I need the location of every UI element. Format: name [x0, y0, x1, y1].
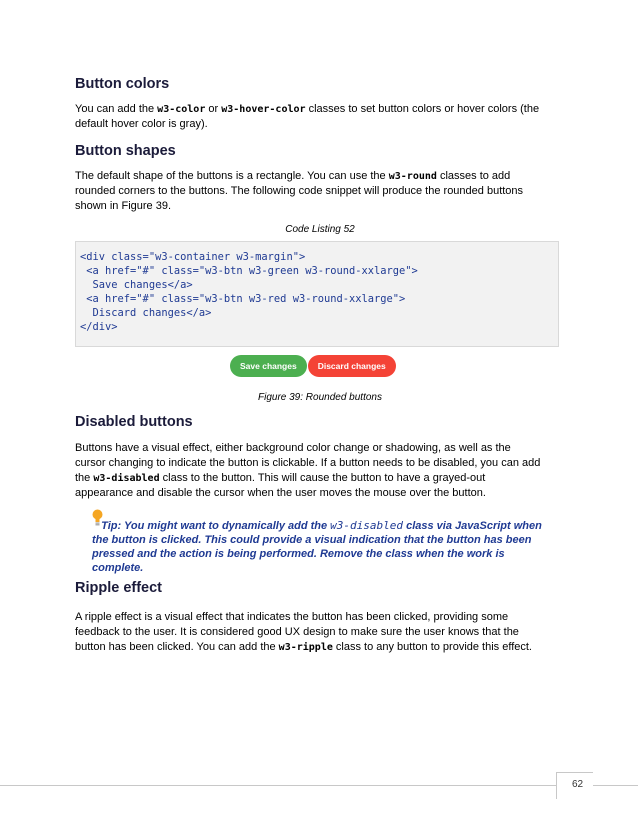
save-changes-button[interactable]: Save changes	[230, 355, 307, 377]
code-listing	[75, 241, 559, 347]
heading-button-shapes: Button shapes	[75, 143, 176, 159]
paragraph-button-shapes: The default shape of the buttons is a rectangle. You can use the w3-round classes to add rounded corners to the buttons. The following code snippet will produce the rounded buttons shown in Figure 39.	[75, 170, 524, 212]
heading-button-colors: Button colors	[75, 76, 170, 92]
heading-ripple-effect: Ripple effect	[75, 580, 163, 596]
page-number: 62	[572, 779, 584, 790]
paragraph-button-colors: You can add the w3-color or w3-hover-color classes to set button colors or hover colors (the default hover color is gray).	[75, 103, 540, 130]
code-line: <a href="#" class="w3-btn w3-red w3-round-xxlarge">	[80, 293, 406, 305]
tip-callout: Tip: You might want to dynamically add the w3-disabled class via JavaScript when the button is clicked. This could provide a visual indication that the button has been pressed and the action is being performed. Remove the class when the work is complete.	[92, 519, 542, 574]
figure-caption: Figure 39: Rounded buttons	[258, 392, 382, 403]
paragraph-disabled-buttons: Buttons have a visual effect, either background color change or shadowing, as well as the cursor changing to indicate the button is clickable. If a button needs to be disabled, you can add the w3-disabled class to the button. This will cause the button to have a grayed-out appearance and disable the cursor when the user moves the mouse over the button.	[75, 442, 541, 499]
heading-disabled-buttons: Disabled buttons	[75, 414, 193, 430]
code-line: <div class="w3-container w3-margin">	[80, 251, 306, 263]
footer-divider	[0, 785, 638, 786]
discard-changes-button[interactable]: Discard changes	[308, 355, 396, 377]
rounded-buttons-figure	[230, 355, 396, 377]
code-line: </div>	[80, 321, 118, 333]
code-line: Discard changes</a>	[80, 307, 212, 319]
code-line: <a href="#" class="w3-btn w3-green w3-round-xxlarge">	[80, 265, 418, 277]
paragraph-ripple-effect: A ripple effect is a visual effect that indicates the button has been clicked, providing some feedback to the user. It is considered good UX design to make sure the user knows that the button has been clicked. You can add the w3-ripple class to any button to provide this effect.	[75, 611, 532, 653]
code-line: Save changes</a>	[80, 279, 193, 291]
code-listing-caption: Code Listing 52	[285, 224, 355, 235]
